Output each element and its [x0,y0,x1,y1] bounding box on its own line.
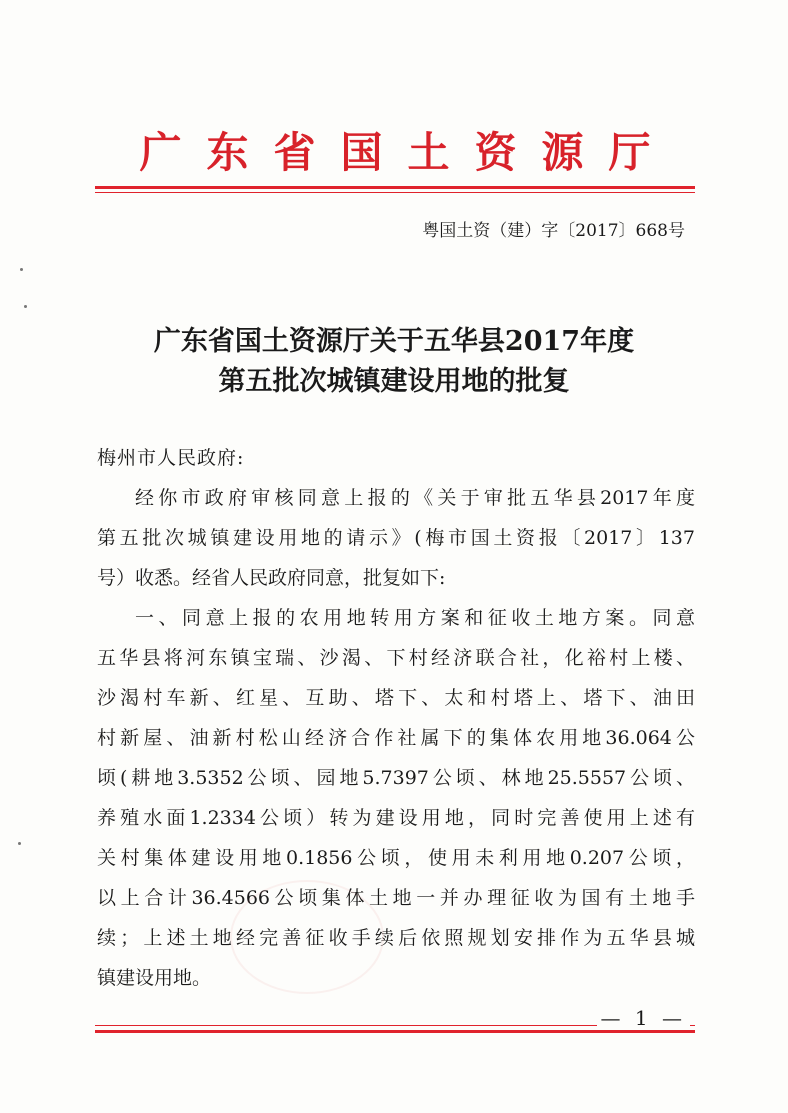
header-rule-thick [95,186,695,189]
page-number: — 1 — [597,1006,690,1030]
issuer-header: 广东省国土资源厅 [139,128,676,177]
paragraph-2-line: 关村集体建设用地0.1856公顷，使用未利用地0.207公顷， [97,847,695,869]
paragraph-2-line: 养殖水面1.2334公顷）转为建设用地，同时完善使用上述有 [97,807,695,829]
header-rule-thin [95,192,695,193]
faint-seal-impression [230,880,384,994]
paragraph-1-line: 经你市政府审核同意上报的《关于审批五华县2017年度 [135,487,695,509]
paragraph-2-line: 一、同意上报的农用地转用方案和征收土地方案。同意 [135,607,695,629]
paragraph-2-line: 村新屋、油新村松山经济合作社属下的集体农用地36.064公 [97,727,695,749]
scan-speck [18,842,21,845]
paragraph-2-line: 以上合计36.4566公顷集体土地一并办理征收为国有土地手 [97,887,695,909]
paragraph-1-line: 第五批次城镇建设用地的请示》(梅市国土资报〔2017〕137 [97,527,695,549]
addressee: 梅州市人民政府: [97,447,245,469]
title-line-2: 第五批次城镇建设用地的批复 [218,366,570,397]
scan-speck [24,305,27,308]
paragraph-1-line: 号）收悉。经省人民政府同意，批复如下: [97,567,446,589]
paragraph-2-line: 续；上述土地经完善征收手续后依照规划安排作为五华县城 [97,927,695,949]
document-title [60,322,728,402]
body-text [97,478,695,998]
footer-rule-thick [95,1030,695,1033]
document-number: 粤国土资（建）字〔2017〕668号 [422,221,685,241]
title-line-1: 广东省国土资源厅关于五华县2017年度 [153,326,635,357]
paragraph-2-line: 顷(耕地3.5352公顷、园地5.7397公顷、林地25.5557公顷、 [97,767,695,789]
paragraph-2-line: 五华县将河东镇宝瑞、沙渴、下村经济联合社，化裕村上楼、 [97,647,695,669]
scan-speck [20,268,23,271]
paragraph-2-line: 沙渴村车新、红星、互助、塔下、太和村塔上、塔下、油田 [97,687,695,709]
paragraph-2-line: 镇建设用地。 [97,967,212,989]
